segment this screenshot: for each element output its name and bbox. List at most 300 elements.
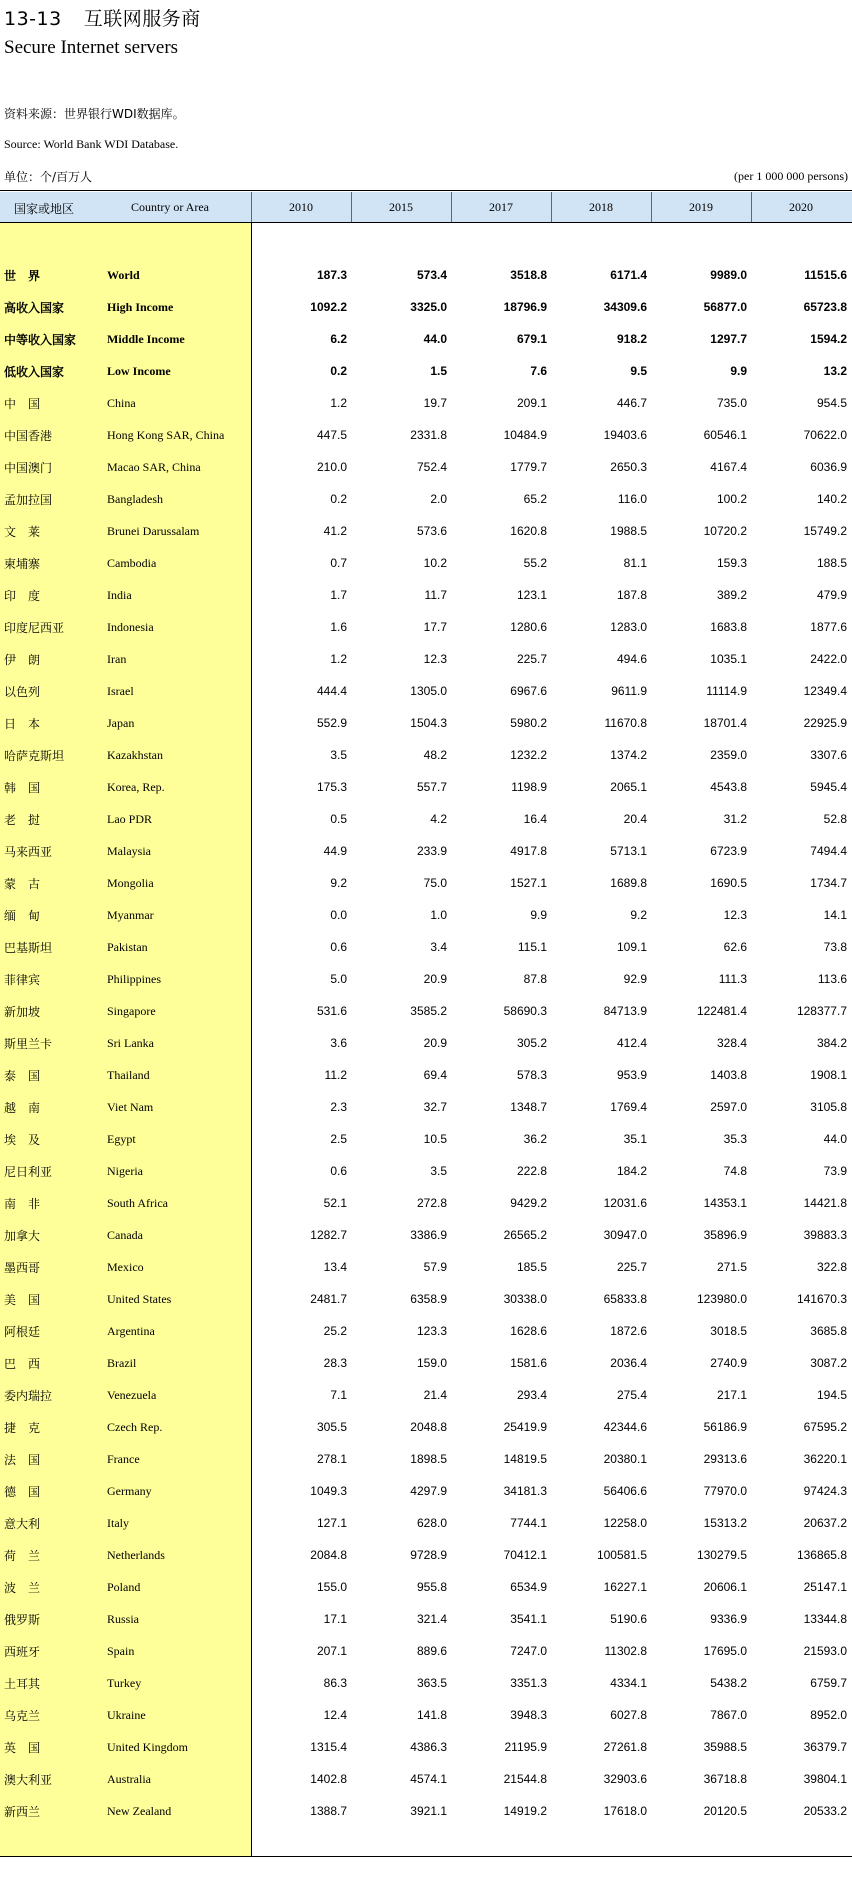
value-cell: 48.2 [423, 748, 447, 762]
value-cell: 4543.8 [710, 780, 747, 794]
value-cell: 17695.0 [703, 1644, 747, 1658]
row-name-cn: 以色列 [4, 685, 41, 699]
row-name-en: Indonesia [107, 620, 154, 634]
value-cell: 19.7 [423, 396, 447, 410]
value-cell: 7867.0 [710, 1708, 747, 1722]
value-cell: 225.7 [616, 1260, 647, 1274]
row-name-cn: 文 莱 [4, 525, 41, 539]
row-name-en: France [107, 1452, 140, 1466]
row-name-en: Canada [107, 1228, 143, 1242]
value-cell: 77970.0 [703, 1484, 747, 1498]
value-cell: 12.3 [423, 652, 447, 666]
value-cell: 136865.8 [796, 1548, 847, 1562]
row-name-cn: 俄罗斯 [4, 1613, 41, 1627]
row-name-en: United States [107, 1292, 172, 1306]
value-cell: 6967.6 [510, 684, 547, 698]
value-cell: 2740.9 [710, 1356, 747, 1370]
table-row [0, 1412, 852, 1444]
value-cell: 84713.9 [603, 1004, 647, 1018]
value-cell: 17.1 [323, 1612, 347, 1626]
value-cell: 1092.2 [310, 300, 347, 314]
value-cell: 17.7 [423, 620, 447, 634]
value-cell: 75.0 [423, 876, 447, 890]
row-name-en: Sri Lanka [107, 1036, 154, 1050]
value-cell: 5945.4 [810, 780, 847, 794]
value-cell: 36220.1 [803, 1452, 847, 1466]
row-name-en: Venezuela [107, 1388, 157, 1402]
row-name-en: Hong Kong SAR, China [107, 428, 225, 442]
value-cell: 31.2 [723, 812, 747, 826]
value-cell: 9611.9 [611, 684, 647, 698]
column-header-year: 2018 [589, 200, 613, 214]
table-row [0, 356, 852, 388]
value-cell: 1402.8 [310, 1772, 347, 1786]
table-row [0, 676, 852, 708]
value-cell: 1628.6 [510, 1324, 547, 1338]
value-cell: 14353.1 [703, 1196, 747, 1210]
value-cell: 25147.1 [803, 1580, 847, 1594]
row-name-cn: 日 本 [4, 717, 41, 731]
value-cell: 14421.8 [803, 1196, 847, 1210]
value-cell: 1689.8 [610, 876, 647, 890]
value-cell: 552.9 [316, 716, 347, 730]
row-name-en: Nigeria [107, 1164, 143, 1178]
value-cell: 10.2 [423, 556, 447, 570]
value-cell: 5190.6 [610, 1612, 647, 1626]
value-cell: 3.5 [430, 1164, 447, 1178]
value-cell: 918.2 [616, 332, 647, 346]
value-cell: 1388.7 [310, 1804, 347, 1818]
value-cell: 34181.3 [503, 1484, 547, 1498]
source-note-cn: 资料来源：世界银行WDI数据库。 [4, 107, 185, 121]
table-bottom-rule [0, 1856, 852, 1857]
row-name-cn: 埃 及 [4, 1133, 41, 1147]
value-cell: 9.2 [630, 908, 647, 922]
table-row [0, 388, 852, 420]
value-cell: 1.5 [430, 364, 447, 378]
value-cell: 5713.1 [610, 844, 647, 858]
row-name-en: Lao PDR [107, 812, 152, 826]
value-cell: 52.1 [323, 1196, 347, 1210]
row-name-en: Mexico [107, 1260, 144, 1274]
value-cell: 13344.8 [803, 1612, 847, 1626]
page-title-cn [4, 4, 201, 31]
value-cell: 2036.4 [610, 1356, 647, 1370]
table-row [0, 1604, 852, 1636]
value-cell: 2597.0 [710, 1100, 747, 1114]
value-cell: 13.4 [323, 1260, 347, 1274]
value-cell: 2481.7 [310, 1292, 347, 1306]
table-row [0, 612, 852, 644]
row-name-cn: 中国香港 [4, 429, 53, 443]
table-header [0, 192, 852, 223]
value-cell: 275.4 [616, 1388, 647, 1402]
column-header-year: 2019 [689, 200, 713, 214]
value-cell: 1232.2 [510, 748, 547, 762]
value-cell: 10484.9 [503, 428, 547, 442]
table-row [0, 260, 852, 292]
value-cell: 10720.2 [703, 524, 747, 538]
value-cell: 60546.1 [703, 428, 747, 442]
row-name-en: Czech Rep. [107, 1420, 163, 1434]
value-cell: 4334.1 [610, 1676, 647, 1690]
value-cell: 0.7 [330, 556, 347, 570]
value-cell: 7247.0 [510, 1644, 547, 1658]
value-cell: 86.3 [323, 1676, 347, 1690]
table-row [0, 452, 852, 484]
value-cell: 100.2 [716, 492, 747, 506]
table-row [0, 516, 852, 548]
value-cell: 111.3 [718, 972, 747, 986]
value-cell: 3018.5 [710, 1324, 747, 1338]
row-name-cn: 高收入国家 [4, 301, 65, 315]
value-cell: 20380.1 [603, 1452, 647, 1466]
value-cell: 81.1 [623, 556, 647, 570]
value-cell: 30338.0 [503, 1292, 547, 1306]
table-row [0, 1700, 852, 1732]
value-cell: 3325.0 [410, 300, 447, 314]
value-cell: 14.1 [823, 908, 847, 922]
value-cell: 123.3 [416, 1324, 447, 1338]
value-cell: 57.9 [423, 1260, 447, 1274]
value-cell: 3948.3 [510, 1708, 547, 1722]
value-cell: 5.0 [330, 972, 347, 986]
value-cell: 20.9 [423, 972, 447, 986]
row-name-en: Netherlands [107, 1548, 165, 1562]
value-cell: 29313.6 [703, 1452, 747, 1466]
value-cell: 6027.8 [610, 1708, 647, 1722]
value-cell: 35896.9 [703, 1228, 747, 1242]
row-name-en: South Africa [107, 1196, 168, 1210]
value-cell: 188.5 [816, 556, 847, 570]
value-cell: 13.2 [823, 364, 847, 378]
row-name-en: United Kingdom [107, 1740, 188, 1754]
value-cell: 6171.4 [610, 268, 647, 282]
table-row [0, 1636, 852, 1668]
value-cell: 185.5 [516, 1260, 547, 1274]
row-name-en: Thailand [107, 1068, 150, 1082]
value-cell: 4.2 [430, 812, 447, 826]
value-cell: 92.9 [623, 972, 647, 986]
row-name-en: World [107, 268, 140, 282]
table-row [0, 1284, 852, 1316]
row-name-en: China [107, 396, 136, 410]
value-cell: 1988.5 [610, 524, 647, 538]
value-cell: 1620.8 [510, 524, 547, 538]
value-cell: 21593.0 [803, 1644, 847, 1658]
value-cell: 1.2 [330, 652, 347, 666]
row-name-cn: 中 国 [4, 397, 41, 411]
row-name-en: Macao SAR, China [107, 460, 201, 474]
table-row [0, 1668, 852, 1700]
row-name-cn: 巴 西 [4, 1357, 41, 1371]
value-cell: 25419.9 [503, 1420, 547, 1434]
value-cell: 16.4 [523, 812, 547, 826]
value-cell: 1305.0 [410, 684, 447, 698]
value-cell: 1297.7 [710, 332, 747, 346]
value-cell: 0.2 [330, 492, 347, 506]
row-name-en: Israel [107, 684, 134, 698]
row-name-cn: 新西兰 [4, 1805, 41, 1819]
value-cell: 9989.0 [710, 268, 747, 282]
value-cell: 384.2 [816, 1036, 847, 1050]
row-name-en: Viet Nam [107, 1100, 154, 1114]
value-cell: 20.9 [423, 1036, 447, 1050]
table-row [0, 932, 852, 964]
table-row [0, 708, 852, 740]
value-cell: 389.2 [716, 588, 747, 602]
value-cell: 6358.9 [410, 1292, 447, 1306]
row-name-cn: 缅 甸 [4, 909, 41, 923]
value-cell: 328.4 [716, 1036, 747, 1050]
value-cell: 1872.6 [610, 1324, 647, 1338]
value-cell: 9728.9 [410, 1548, 447, 1562]
value-cell: 209.1 [516, 396, 547, 410]
value-cell: 130279.5 [696, 1548, 747, 1562]
table-row [0, 1348, 852, 1380]
value-cell: 22925.9 [803, 716, 847, 730]
row-name-en: Singapore [107, 1004, 156, 1018]
value-cell: 0.0 [330, 908, 347, 922]
table-row [0, 804, 852, 836]
value-cell: 363.5 [416, 1676, 447, 1690]
column-header-region-cn: 国家或地区 [14, 202, 75, 216]
row-name-cn: 委内瑞拉 [4, 1389, 53, 1403]
value-cell: 1283.0 [610, 620, 647, 634]
row-name-cn: 柬埔寨 [4, 557, 41, 571]
value-cell: 9.9 [730, 364, 747, 378]
row-name-cn: 马来西亚 [4, 845, 53, 859]
value-cell: 9.2 [330, 876, 347, 890]
value-cell: 36.2 [523, 1132, 547, 1146]
value-cell: 39883.3 [803, 1228, 847, 1242]
value-cell: 42344.6 [603, 1420, 647, 1434]
value-cell: 69.4 [423, 1068, 447, 1082]
value-cell: 1877.6 [810, 620, 847, 634]
value-cell: 217.1 [716, 1388, 747, 1402]
value-cell: 41.2 [323, 524, 347, 538]
value-cell: 155.0 [316, 1580, 347, 1594]
value-cell: 140.2 [816, 492, 847, 506]
value-cell: 0.5 [330, 812, 347, 826]
value-cell: 7494.4 [810, 844, 847, 858]
value-cell: 175.3 [316, 780, 347, 794]
table-body [0, 260, 852, 1828]
value-cell: 122481.4 [696, 1004, 747, 1018]
row-name-cn: 哈萨克斯坦 [4, 749, 65, 763]
value-cell: 3386.9 [410, 1228, 447, 1242]
table-row [0, 1476, 852, 1508]
row-name-en: Low Income [107, 364, 171, 378]
value-cell: 32903.6 [603, 1772, 647, 1786]
value-cell: 2359.0 [710, 748, 747, 762]
value-cell: 21.4 [423, 1388, 447, 1402]
row-name-cn: 意大利 [4, 1517, 41, 1531]
value-cell: 141.8 [416, 1708, 447, 1722]
row-name-cn: 澳大利亚 [4, 1773, 53, 1787]
table-row [0, 1796, 852, 1828]
row-name-cn: 捷 克 [4, 1421, 41, 1435]
row-name-cn: 孟加拉国 [4, 493, 53, 507]
row-name-cn: 越 南 [4, 1101, 41, 1115]
row-name-en: Kazakhstan [107, 748, 163, 762]
value-cell: 100581.5 [596, 1548, 647, 1562]
row-name-en: Italy [107, 1516, 129, 1530]
table-row [0, 996, 852, 1028]
value-cell: 21544.8 [503, 1772, 547, 1786]
row-name-cn: 尼日利亚 [4, 1165, 53, 1179]
value-cell: 278.1 [316, 1452, 347, 1466]
row-name-cn: 波 兰 [4, 1581, 41, 1595]
table-row [0, 1732, 852, 1764]
value-cell: 735.0 [716, 396, 747, 410]
value-cell: 12.4 [323, 1708, 347, 1722]
unit-label-cn: 单位：个/百万人 [4, 170, 93, 184]
table-row [0, 548, 852, 580]
row-name-cn: 泰 国 [4, 1069, 41, 1083]
table-row [0, 1380, 852, 1412]
value-cell: 1348.7 [510, 1100, 547, 1114]
value-cell: 3351.3 [510, 1676, 547, 1690]
row-name-en: Iran [107, 652, 127, 666]
table-row [0, 1124, 852, 1156]
value-cell: 1769.4 [610, 1100, 647, 1114]
value-cell: 34309.6 [603, 300, 647, 314]
value-cell: 2.0 [430, 492, 447, 506]
table-row [0, 740, 852, 772]
table-row [0, 1220, 852, 1252]
row-name-cn: 菲律宾 [4, 973, 41, 987]
table-row [0, 836, 852, 868]
value-cell: 12258.0 [603, 1516, 647, 1530]
value-cell: 679.1 [516, 332, 547, 346]
value-cell: 1908.1 [810, 1068, 847, 1082]
value-cell: 44.0 [823, 1132, 847, 1146]
row-name-en: Turkey [107, 1676, 142, 1690]
value-cell: 56406.6 [603, 1484, 647, 1498]
value-cell: 36379.7 [803, 1740, 847, 1754]
row-name-cn: 蒙 古 [4, 877, 41, 891]
value-cell: 6723.9 [710, 844, 747, 858]
value-cell: 0.6 [330, 1164, 347, 1178]
value-cell: 159.0 [416, 1356, 447, 1370]
value-cell: 67595.2 [803, 1420, 847, 1434]
table-row [0, 1764, 852, 1796]
value-cell: 494.6 [616, 652, 647, 666]
value-cell: 159.3 [716, 556, 747, 570]
value-cell: 10.5 [423, 1132, 447, 1146]
value-cell: 17618.0 [603, 1804, 647, 1818]
value-cell: 2331.8 [410, 428, 447, 442]
value-cell: 39804.1 [803, 1772, 847, 1786]
value-cell: 21195.9 [504, 1740, 547, 1754]
value-cell: 3921.1 [410, 1804, 447, 1818]
value-cell: 1898.5 [410, 1452, 447, 1466]
value-cell: 1581.6 [510, 1356, 547, 1370]
value-cell: 3307.6 [810, 748, 847, 762]
row-name-en: Philippines [107, 972, 162, 986]
value-cell: 2.5 [330, 1132, 347, 1146]
value-cell: 194.5 [816, 1388, 847, 1402]
row-name-cn: 中等收入国家 [4, 333, 77, 347]
column-header-region-en: Country or Area [131, 200, 209, 214]
value-cell: 222.8 [516, 1164, 547, 1178]
row-name-cn: 墨西哥 [4, 1261, 41, 1275]
row-name-cn: 老 挝 [4, 813, 41, 827]
value-cell: 18796.9 [503, 300, 547, 314]
value-cell: 272.8 [416, 1196, 447, 1210]
table-row [0, 1188, 852, 1220]
value-cell: 3105.8 [810, 1100, 847, 1114]
value-cell: 115.1 [517, 940, 547, 954]
table-row [0, 1060, 852, 1092]
table-row [0, 868, 852, 900]
value-cell: 15749.2 [803, 524, 847, 538]
value-cell: 55.2 [523, 556, 547, 570]
row-name-cn: 西班牙 [4, 1645, 41, 1659]
row-name-cn: 德 国 [4, 1485, 41, 1499]
table-row [0, 1508, 852, 1540]
row-name-en: Cambodia [107, 556, 157, 570]
value-cell: 12.3 [723, 908, 747, 922]
value-cell: 15313.2 [703, 1516, 747, 1530]
value-cell: 2084.8 [310, 1548, 347, 1562]
value-cell: 6036.9 [810, 460, 847, 474]
value-cell: 3.5 [330, 748, 347, 762]
row-name-en: Russia [107, 1612, 140, 1626]
value-cell: 1374.2 [610, 748, 647, 762]
value-cell: 1779.7 [510, 460, 547, 474]
value-cell: 11670.8 [604, 716, 647, 730]
row-name-cn: 美 国 [4, 1293, 41, 1307]
table-row [0, 772, 852, 804]
row-name-en: Middle Income [107, 332, 185, 346]
row-name-cn: 荷 兰 [4, 1549, 41, 1563]
value-cell: 26565.2 [503, 1228, 547, 1242]
value-cell: 412.4 [616, 1036, 647, 1050]
value-cell: 35.1 [623, 1132, 647, 1146]
value-cell: 187.3 [316, 268, 347, 282]
value-cell: 44.9 [323, 844, 347, 858]
value-cell: 322.8 [816, 1260, 847, 1274]
value-cell: 1734.7 [810, 876, 847, 890]
value-cell: 305.2 [516, 1036, 547, 1050]
value-cell: 184.2 [616, 1164, 647, 1178]
column-header-year: 2020 [789, 200, 813, 214]
row-name-cn: 韩 国 [4, 781, 41, 795]
row-name-en: Germany [107, 1484, 152, 1498]
value-cell: 1690.5 [710, 876, 747, 890]
value-cell: 11.2 [324, 1068, 347, 1082]
value-cell: 128377.7 [796, 1004, 847, 1018]
unit-label-en: (per 1 000 000 persons) [734, 169, 848, 183]
value-cell: 1280.6 [510, 620, 547, 634]
row-name-cn: 新加坡 [4, 1005, 41, 1019]
value-cell: 16227.1 [603, 1580, 647, 1594]
value-cell: 3685.8 [810, 1324, 847, 1338]
value-cell: 56877.0 [703, 300, 747, 314]
value-cell: 20.4 [623, 812, 647, 826]
value-cell: 19403.6 [603, 428, 647, 442]
row-name-cn: 世 界 [4, 269, 41, 283]
value-cell: 1527.1 [510, 876, 547, 890]
value-cell: 955.8 [416, 1580, 447, 1594]
value-cell: 628.0 [416, 1516, 447, 1530]
row-name-cn: 法 国 [4, 1453, 41, 1467]
value-cell: 321.4 [416, 1612, 447, 1626]
table-row [0, 1444, 852, 1476]
value-cell: 0.6 [330, 940, 347, 954]
